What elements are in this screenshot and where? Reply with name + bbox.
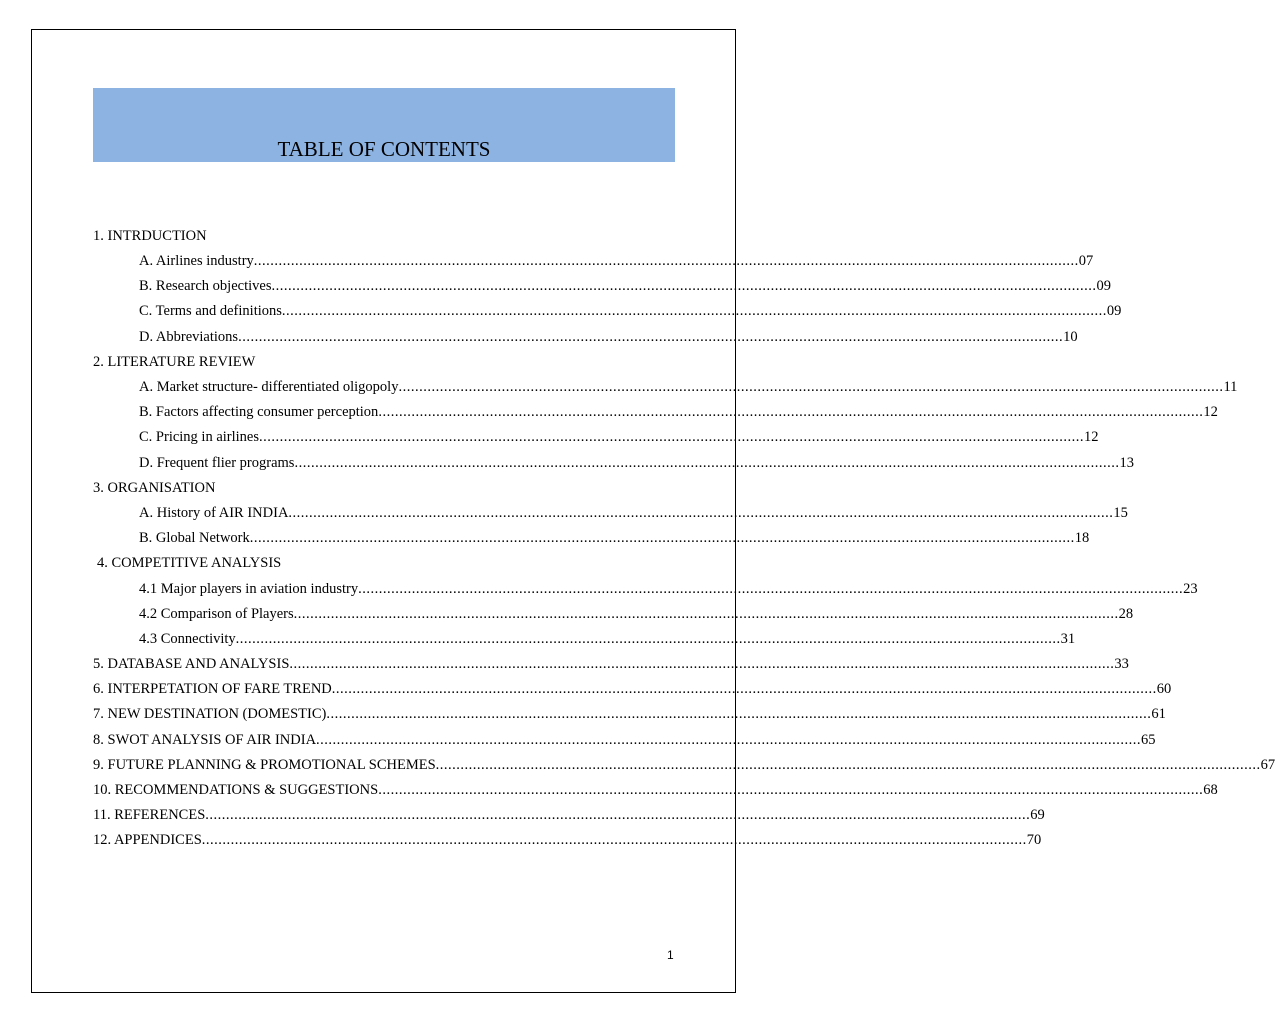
toc-page-number: 68 — [1203, 782, 1218, 798]
toc-entry — [93, 754, 1275, 776]
toc-page-number: 07 — [1078, 253, 1094, 269]
toc-entry — [139, 401, 1218, 423]
toc-page-number: 65 — [1141, 732, 1156, 748]
toc-entry-label: 7. NEW DESTINATION (DOMESTIC) — [93, 706, 327, 722]
toc-entry-label: B. Factors affecting consumer perception — [139, 404, 379, 420]
toc-dot-leader: ........................................................................................................................................................................................................ — [288, 505, 1114, 521]
toc-entry — [139, 426, 1099, 448]
toc-entry-label: 10. RECOMMENDATIONS & SUGGESTIONS — [93, 782, 379, 798]
toc-dot-leader: ........................................................................................................................................................................................................ — [398, 379, 1224, 395]
toc-page-number: 23 — [1183, 581, 1198, 597]
toc-entry — [139, 376, 1238, 398]
toc-page-number: 61 — [1151, 706, 1166, 722]
toc-page-number: 10 — [1063, 329, 1078, 345]
toc-dot-leader: ........................................................................................................................................................................................................ — [326, 706, 1152, 722]
toc-entry-label: D. Frequent flier programs — [139, 455, 295, 471]
toc-entry — [93, 678, 1172, 700]
toc-entry — [139, 275, 1111, 297]
toc-page-number: 60 — [1156, 681, 1172, 697]
toc-page-number: 67 — [1260, 757, 1275, 773]
toc-entry — [93, 829, 1042, 851]
toc-entry-label: B. Global Network — [139, 530, 250, 546]
toc-dot-leader: ........................................................................................................................................................................................................ — [289, 656, 1115, 672]
page-number: 1 — [667, 948, 674, 962]
toc-entry — [139, 300, 1122, 322]
toc-entry-label: A. Airlines industry — [139, 253, 254, 269]
toc-entry — [139, 628, 1076, 650]
toc-page-number: 31 — [1060, 631, 1076, 647]
toc-dot-leader: ........................................................................................................................................................................................................ — [201, 832, 1027, 848]
toc-entry — [93, 225, 207, 247]
toc-dot-leader: ........................................................................................................................................................................................................ — [358, 581, 1184, 597]
page-title: TABLE OF CONTENTS — [277, 137, 491, 161]
toc-entry-label: 4. COMPETITIVE ANALYSIS — [97, 555, 282, 571]
toc-entry — [93, 804, 1045, 826]
toc-entry-label: 6. INTERPETATION OF FARE TREND — [93, 681, 332, 697]
toc-entry-label: 11. REFERENCES — [93, 807, 206, 823]
toc-entry — [93, 653, 1129, 675]
toc-dot-leader: ........................................................................................................................................................................................................ — [235, 631, 1061, 647]
toc-dot-leader: ........................................................................................................................................................................................................ — [253, 253, 1079, 269]
toc-dot-leader: ........................................................................................................................................................................................................ — [378, 782, 1204, 798]
toc-entry — [139, 527, 1090, 549]
toc-entry — [93, 729, 1156, 751]
toc-dot-leader: ........................................................................................................................................................................................................ — [435, 757, 1261, 773]
toc-entry-label: 9. FUTURE PLANNING & PROMOTIONAL SCHEMES — [93, 757, 436, 773]
toc-entry — [139, 326, 1078, 348]
toc-entry — [139, 452, 1134, 474]
toc-page-number: 13 — [1119, 455, 1134, 471]
toc-entry — [139, 502, 1128, 524]
toc-entry-label: 12. APPENDICES — [93, 832, 202, 848]
toc-dot-leader: ........................................................................................................................................................................................................ — [249, 530, 1075, 546]
toc-page-number: 69 — [1030, 807, 1045, 823]
toc-entry — [93, 477, 215, 499]
toc-page-number: 11 — [1223, 379, 1238, 395]
toc-entry-label: C. Pricing in airlines — [139, 429, 260, 445]
toc-entry — [93, 351, 255, 373]
toc-dot-leader: ........................................................................................................................................................................................................ — [378, 404, 1204, 420]
toc-page-number: 09 — [1096, 278, 1111, 294]
toc-page-number: 12 — [1203, 404, 1218, 420]
toc-entry-label: 5. DATABASE AND ANALYSIS — [93, 656, 290, 672]
toc-page-number: 33 — [1114, 656, 1129, 672]
toc-page-number: 12 — [1084, 429, 1099, 445]
toc-page-number: 09 — [1106, 303, 1122, 319]
toc-entry-label: C. Terms and definitions — [139, 303, 282, 319]
toc-page-number: 70 — [1026, 832, 1042, 848]
toc-dot-leader: ........................................................................................................................................................................................................ — [281, 303, 1107, 319]
toc-dot-leader: ........................................................................................................................................................................................................ — [316, 732, 1142, 748]
toc-entry-label: A. Market structure- differentiated oligopoly — [139, 379, 399, 395]
toc-dot-leader: ........................................................................................................................................................................................................ — [238, 329, 1064, 345]
toc-dot-leader: ........................................................................................................................................................................................................ — [331, 681, 1157, 697]
toc-entry — [139, 578, 1198, 600]
toc-entry-label: B. Research objectives — [139, 278, 272, 294]
toc-entry — [93, 703, 1166, 725]
toc-entry-label: 8. SWOT ANALYSIS OF AIR INDIA — [93, 732, 317, 748]
toc-entry — [93, 779, 1218, 801]
toc-page-number: 28 — [1118, 606, 1134, 622]
title-banner — [93, 88, 675, 162]
toc-dot-leader: ........................................................................................................................................................................................................ — [293, 606, 1119, 622]
toc-entry-label: 4.3 Connectivity — [139, 631, 236, 647]
toc-entry-label: 3. ORGANISATION — [93, 480, 216, 496]
toc-entry-label: 1. INTRDUCTION — [93, 228, 207, 244]
toc-page-number: 18 — [1074, 530, 1090, 546]
toc-dot-leader: ........................................................................................................................................................................................................ — [259, 429, 1085, 445]
toc-dot-leader: ........................................................................................................................................................................................................ — [294, 455, 1120, 471]
toc-entry — [139, 250, 1094, 272]
toc-entry-label: D. Abbreviations — [139, 329, 239, 345]
toc-dot-leader: ........................................................................................................................................................................................................ — [271, 278, 1097, 294]
toc-entry-label: 4.2 Comparison of Players — [139, 606, 294, 622]
toc-entry — [139, 603, 1134, 625]
toc-dot-leader: ........................................................................................................................................................................................................ — [205, 807, 1031, 823]
toc-page-number: 15 — [1113, 505, 1128, 521]
toc-entry-label: A. History of AIR INDIA — [139, 505, 289, 521]
toc-entry — [97, 552, 281, 574]
toc-entry-label: 4.1 Major players in aviation industry — [139, 581, 359, 597]
toc-entry-label: 2. LITERATURE REVIEW — [93, 354, 256, 370]
